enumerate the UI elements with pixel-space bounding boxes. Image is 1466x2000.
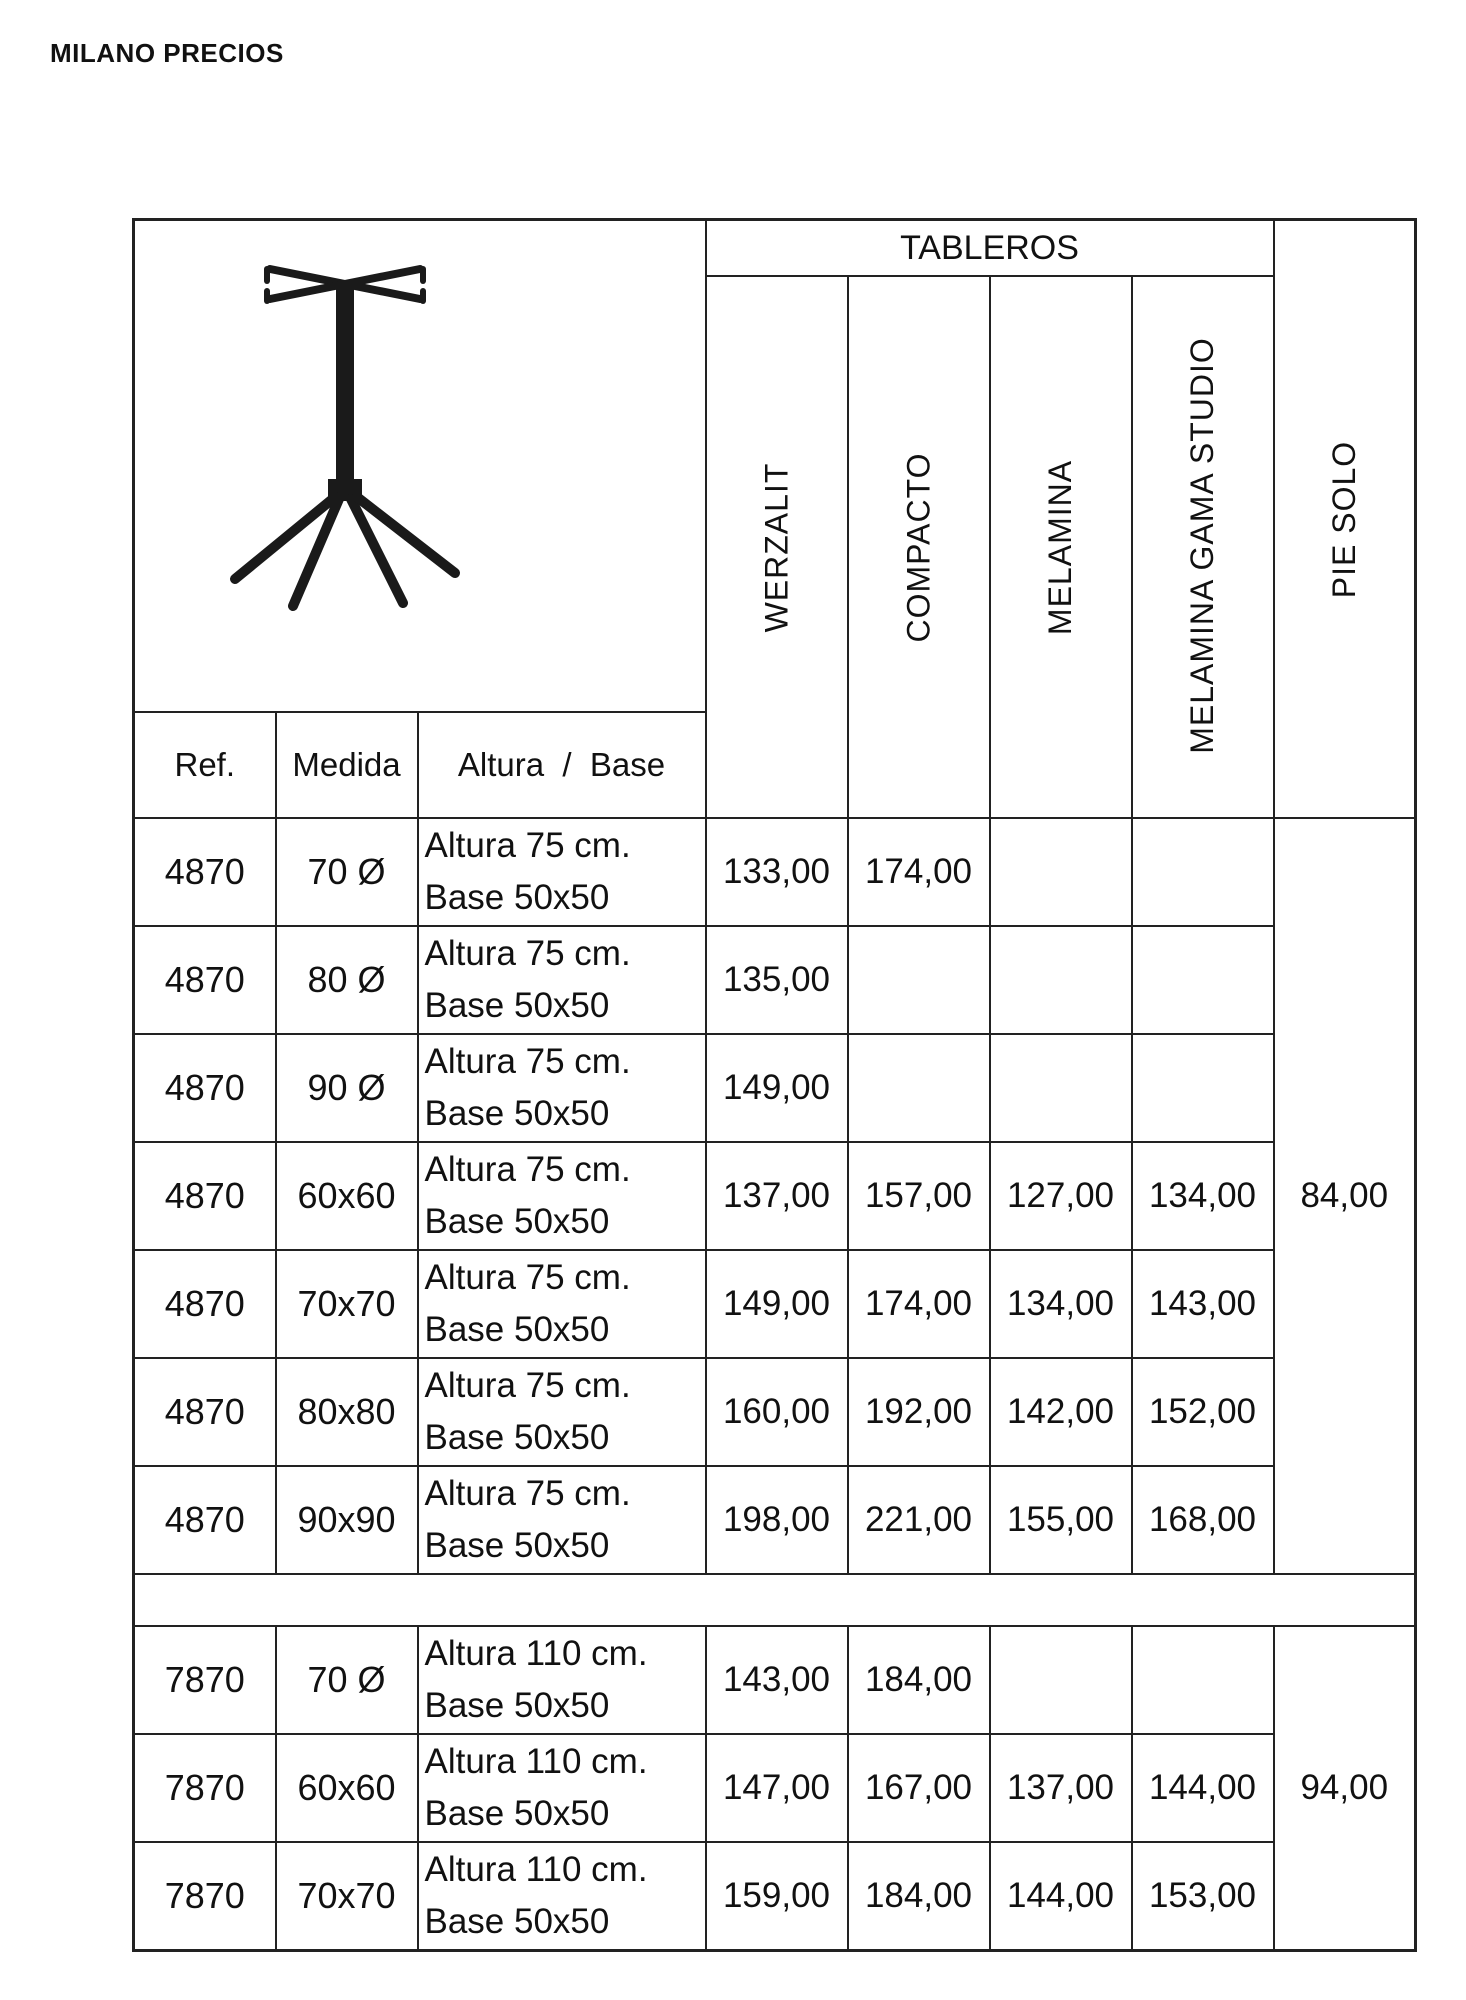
- medida-cell: 80x80: [276, 1358, 418, 1466]
- table-row: [134, 1250, 1416, 1358]
- compacto-header: [848, 276, 990, 818]
- medida-cell: 70x70: [276, 1250, 418, 1358]
- melamina-gama-studio-label: MELAMINA GAMA STUDIO: [1184, 337, 1221, 754]
- table-row: [134, 1358, 1416, 1466]
- compacto-price: 184,00: [848, 1842, 990, 1951]
- werzalit-price: 198,00: [706, 1466, 848, 1574]
- base-text: Base 50x50: [424, 986, 610, 1025]
- spacer-cell: [134, 1574, 1416, 1626]
- melamina-gama-studio-header: [1132, 276, 1274, 818]
- melamina-price: 137,00: [990, 1734, 1132, 1842]
- table-row: [134, 1842, 1416, 1951]
- studio-price: [1132, 1626, 1274, 1734]
- studio-price: 168,00: [1132, 1466, 1274, 1574]
- melamina-price: [990, 926, 1132, 1034]
- altura-text: Altura 75 cm.: [424, 1258, 631, 1297]
- product-image-cell: [134, 220, 706, 713]
- ref-cell: 4870: [134, 1466, 276, 1574]
- table-row: [134, 1142, 1416, 1250]
- altura-text: Altura 75 cm.: [424, 1150, 631, 1189]
- tableros-header: TABLEROS: [706, 220, 1274, 277]
- melamina-price: 127,00: [990, 1142, 1132, 1250]
- studio-price: [1132, 1034, 1274, 1142]
- studio-price: [1132, 818, 1274, 926]
- studio-price: 152,00: [1132, 1358, 1274, 1466]
- altura-text: Altura 75 cm.: [424, 934, 631, 973]
- base-text: Base 50x50: [424, 1902, 610, 1941]
- pie-solo-price: 84,00: [1274, 818, 1416, 1574]
- werzalit-price: 149,00: [706, 1250, 848, 1358]
- melamina-price: [990, 1034, 1132, 1142]
- altura-base-cell: [418, 1626, 706, 1734]
- melamina-price: 134,00: [990, 1250, 1132, 1358]
- ref-cell: 4870: [134, 926, 276, 1034]
- werzalit-price: 160,00: [706, 1358, 848, 1466]
- table-row: [134, 926, 1416, 1034]
- melamina-price: [990, 1626, 1132, 1734]
- studio-price: 153,00: [1132, 1842, 1274, 1951]
- studio-price: [1132, 926, 1274, 1034]
- altura-text: Altura 75 cm.: [424, 826, 631, 865]
- medida-cell: 70 Ø: [276, 1626, 418, 1734]
- table-row: [134, 1466, 1416, 1574]
- ref-cell: 4870: [134, 1250, 276, 1358]
- altura-base-cell: [418, 1034, 706, 1142]
- table-row: [134, 1034, 1416, 1142]
- werzalit-label: WERZALIT: [758, 462, 794, 632]
- altura-text: Altura 110 cm.: [424, 1850, 648, 1889]
- table-row: [134, 818, 1416, 926]
- studio-price: 143,00: [1132, 1250, 1274, 1358]
- ref-cell: 7870: [134, 1626, 276, 1734]
- base-text: Base 50x50: [424, 1794, 610, 1833]
- altura-text: Altura 75 cm.: [424, 1042, 631, 1081]
- werzalit-price: 133,00: [706, 818, 848, 926]
- compacto-price: 192,00: [848, 1358, 990, 1466]
- altura-text: Altura 110 cm.: [424, 1742, 648, 1781]
- base-text: Base 50x50: [424, 1202, 610, 1241]
- altura-base-cell: [418, 1358, 706, 1466]
- price-table: [132, 218, 1417, 1952]
- werzalit-price: 147,00: [706, 1734, 848, 1842]
- werzalit-price: 149,00: [706, 1034, 848, 1142]
- base-text: Base 50x50: [424, 1686, 610, 1725]
- pie-solo-price: 94,00: [1274, 1626, 1416, 1951]
- compacto-price: 174,00: [848, 818, 990, 926]
- ref-cell: 4870: [134, 1142, 276, 1250]
- ref-cell: 7870: [134, 1842, 276, 1951]
- melamina-price: [990, 818, 1132, 926]
- medida-cell: 70x70: [276, 1842, 418, 1951]
- ref-cell: 4870: [134, 818, 276, 926]
- medida-cell: 90x90: [276, 1466, 418, 1574]
- melamina-header: [990, 276, 1132, 818]
- compacto-price: 157,00: [848, 1142, 990, 1250]
- studio-price: 144,00: [1132, 1734, 1274, 1842]
- medida-cell: 90 Ø: [276, 1034, 418, 1142]
- medida-cell: 70 Ø: [276, 818, 418, 926]
- table-row: [134, 1734, 1416, 1842]
- altura-text: Altura 75 cm.: [424, 1366, 631, 1405]
- compacto-price: [848, 926, 990, 1034]
- altura-base-cell: [418, 1734, 706, 1842]
- base-text: Base 50x50: [424, 1526, 610, 1565]
- table-base-icon: [215, 261, 475, 661]
- werzalit-price: 159,00: [706, 1842, 848, 1951]
- ref-cell: 7870: [134, 1734, 276, 1842]
- altura-base-cell: [418, 1250, 706, 1358]
- base-text: Base 50x50: [424, 1418, 610, 1457]
- altura-text: Altura 110 cm.: [424, 1634, 648, 1673]
- compacto-label: COMPACTO: [900, 452, 936, 642]
- altura-base-cell: [418, 818, 706, 926]
- compacto-price: 174,00: [848, 1250, 990, 1358]
- medida-header: Medida: [276, 712, 418, 818]
- base-text: Base 50x50: [424, 878, 610, 917]
- ref-cell: 4870: [134, 1358, 276, 1466]
- compacto-price: 184,00: [848, 1626, 990, 1734]
- melamina-price: 144,00: [990, 1842, 1132, 1951]
- altura-base-cell: [418, 926, 706, 1034]
- werzalit-price: 135,00: [706, 926, 848, 1034]
- table-row: [134, 1626, 1416, 1734]
- werzalit-price: 143,00: [706, 1626, 848, 1734]
- altura-base-cell: [418, 1142, 706, 1250]
- compacto-price: 221,00: [848, 1466, 990, 1574]
- melamina-label: MELAMINA: [1042, 459, 1079, 635]
- altura-base-cell: [418, 1466, 706, 1574]
- ref-cell: 4870: [134, 1034, 276, 1142]
- medida-cell: 60x60: [276, 1734, 418, 1842]
- base-text: Base 50x50: [424, 1094, 610, 1133]
- spacer-row: [134, 1574, 1416, 1626]
- melamina-price: 155,00: [990, 1466, 1132, 1574]
- altura-text: Altura 75 cm.: [424, 1474, 631, 1513]
- altura-base-cell: [418, 1842, 706, 1951]
- werzalit-price: 137,00: [706, 1142, 848, 1250]
- medida-cell: 80 Ø: [276, 926, 418, 1034]
- pie-solo-header: [1274, 220, 1416, 819]
- werzalit-header: [706, 276, 848, 818]
- medida-cell: 60x60: [276, 1142, 418, 1250]
- document-title: MILANO PRECIOS: [50, 38, 284, 68]
- altura-base-header: Altura / Base: [418, 712, 706, 818]
- ref-header: Ref.: [134, 712, 276, 818]
- pie-solo-label: PIE SOLO: [1325, 440, 1362, 598]
- studio-price: 134,00: [1132, 1142, 1274, 1250]
- melamina-price: 142,00: [990, 1358, 1132, 1466]
- compacto-price: 167,00: [848, 1734, 990, 1842]
- base-text: Base 50x50: [424, 1310, 610, 1349]
- compacto-price: [848, 1034, 990, 1142]
